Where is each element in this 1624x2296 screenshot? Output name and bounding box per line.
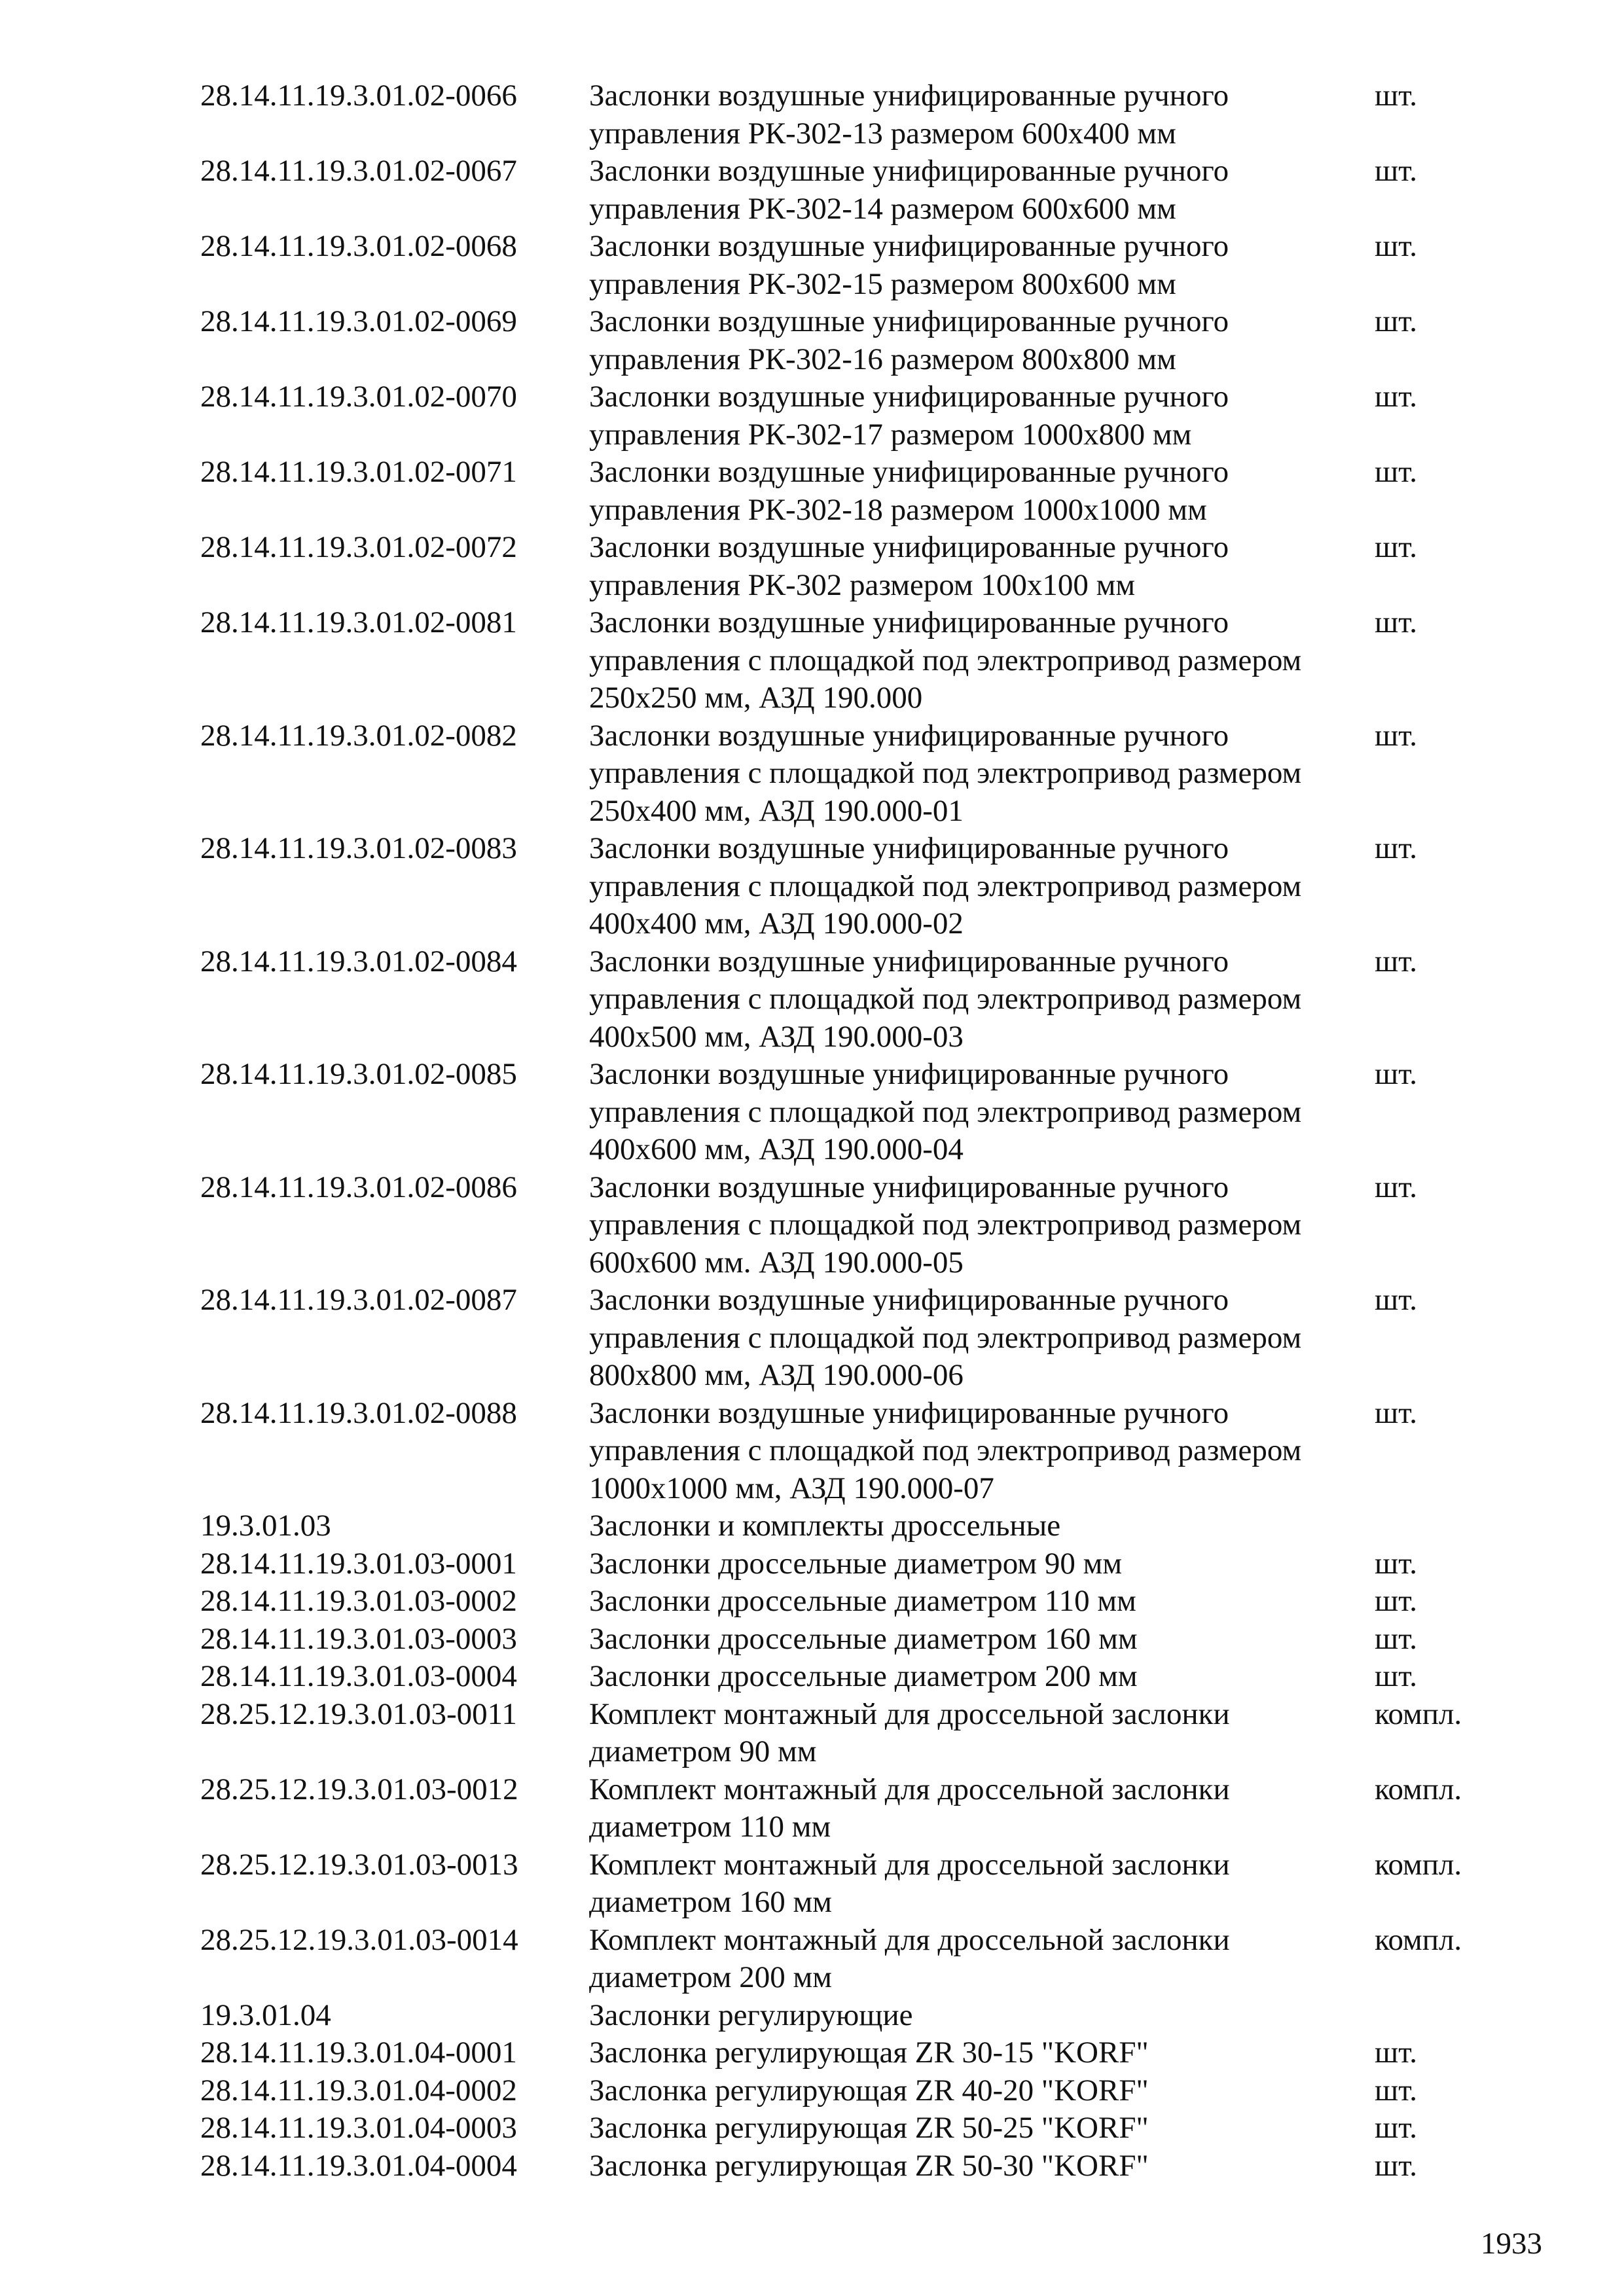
table-row bbox=[200, 152, 1477, 228]
unit-of-measure: компл. bbox=[1375, 1772, 1462, 1806]
resource-name: Заслонки воздушные унифицированные ручного управления РК-302-18 размером 1000х1000 мм bbox=[589, 455, 1229, 527]
resource-code: 28.14.11.19.3.01.02-0083 bbox=[200, 831, 517, 865]
resource-code: 28.25.12.19.3.01.03-0013 bbox=[200, 1847, 518, 1882]
resource-code: 28.14.11.19.3.01.04-0001 bbox=[200, 2036, 517, 2070]
resource-name: Заслонки дроссельные диаметром 160 мм bbox=[589, 1621, 1138, 1656]
resource-code: 28.14.11.19.3.01.04-0004 bbox=[200, 2148, 517, 2183]
resource-name: Комплект монтажный для дроссельной заслонки диаметром 200 мм bbox=[589, 1922, 1230, 1994]
table-row bbox=[200, 1583, 1477, 1621]
page-number: 1933 bbox=[1481, 2227, 1542, 2261]
unit-of-measure: шт. bbox=[1375, 718, 1417, 753]
resource-code: 28.14.11.19.3.01.02-0068 bbox=[200, 229, 517, 263]
table-row bbox=[200, 529, 1477, 604]
resource-name: Заслонка регулирующая ZR 40-20 "KORF" bbox=[589, 2073, 1149, 2108]
table-row bbox=[200, 1056, 1477, 1169]
unit-of-measure: шт. bbox=[1375, 79, 1417, 113]
resource-code: 28.14.11.19.3.01.02-0085 bbox=[200, 1057, 517, 1091]
table-row bbox=[200, 1922, 1477, 1997]
resource-name: Заслонки воздушные унифицированные ручного управления с площадкой под электропривод размером 1000х1000 мм, АЗД 190.000-07 bbox=[589, 1395, 1302, 1505]
section-title: Заслонки регулирующие bbox=[589, 1998, 913, 2032]
resource-code: 28.14.11.19.3.01.02-0086 bbox=[200, 1170, 517, 1204]
resource-code: 28.14.11.19.3.01.02-0081 bbox=[200, 605, 517, 639]
unit-of-measure: шт. bbox=[1375, 1621, 1417, 1656]
unit-of-measure: шт. bbox=[1375, 2148, 1417, 2183]
resource-code: 28.14.11.19.3.01.02-0071 bbox=[200, 455, 517, 489]
resource-code: 28.14.11.19.3.01.03-0003 bbox=[200, 1621, 517, 1656]
resource-name: Заслонки дроссельные диаметром 110 мм bbox=[589, 1584, 1136, 1618]
resource-code: 28.14.11.19.3.01.03-0004 bbox=[200, 1659, 517, 1693]
table-row bbox=[200, 1658, 1477, 1696]
resource-code: 28.25.12.19.3.01.03-0012 bbox=[200, 1772, 518, 1806]
table-row bbox=[200, 1771, 1477, 1846]
resource-name: Заслонка регулирующая ZR 50-25 "KORF" bbox=[589, 2111, 1149, 2145]
resource-code: 28.25.12.19.3.01.03-0014 bbox=[200, 1922, 518, 1957]
section-row bbox=[200, 1507, 1477, 1545]
unit-of-measure: шт. bbox=[1375, 380, 1417, 414]
unit-of-measure: шт. bbox=[1375, 1170, 1417, 1204]
table-row bbox=[200, 604, 1477, 717]
unit-of-measure: шт. bbox=[1375, 1283, 1417, 1317]
unit-of-measure: шт. bbox=[1375, 831, 1417, 865]
resource-name: Заслонки воздушные унифицированные ручного управления РК-302 размером 100х100 мм bbox=[589, 530, 1229, 602]
table-row bbox=[200, 943, 1477, 1056]
unit-of-measure: шт. bbox=[1375, 1584, 1417, 1618]
resource-name: Заслонка регулирующая ZR 50-30 "KORF" bbox=[589, 2148, 1149, 2183]
resource-code: 28.14.11.19.3.01.04-0002 bbox=[200, 2073, 517, 2108]
resource-name: Заслонки воздушные унифицированные ручного управления с площадкой под электропривод размером 250х250 мм, АЗД 190.000 bbox=[589, 605, 1302, 715]
resource-code: 28.14.11.19.3.01.02-0084 bbox=[200, 944, 517, 978]
unit-of-measure: шт. bbox=[1375, 1057, 1417, 1091]
resource-name: Заслонки воздушные унифицированные ручного управления с площадкой под электропривод размером 400х600 мм, АЗД 190.000-04 bbox=[589, 1057, 1302, 1166]
table-row bbox=[200, 378, 1477, 454]
resource-code: 28.14.11.19.3.01.02-0087 bbox=[200, 1283, 517, 1317]
unit-of-measure: компл. bbox=[1375, 1696, 1462, 1731]
table-row bbox=[200, 77, 1477, 152]
table-row bbox=[200, 1169, 1477, 1282]
resource-name: Заслонки воздушные унифицированные ручного управления РК-302-13 размером 600х400 мм bbox=[589, 79, 1229, 151]
table-row bbox=[200, 1621, 1477, 1659]
resource-code: 28.14.11.19.3.01.02-0088 bbox=[200, 1395, 517, 1430]
unit-of-measure: шт. bbox=[1375, 304, 1417, 338]
table-row bbox=[200, 830, 1477, 943]
table-row bbox=[200, 454, 1477, 529]
resource-name: Заслонки воздушные унифицированные ручного управления с площадкой под электропривод размером 400х500 мм, АЗД 190.000-03 bbox=[589, 944, 1302, 1054]
unit-of-measure: шт. bbox=[1375, 2073, 1417, 2108]
table-row bbox=[200, 1395, 1477, 1508]
resource-code: 28.14.11.19.3.01.02-0072 bbox=[200, 530, 517, 564]
table-row bbox=[200, 1846, 1477, 1922]
unit-of-measure: шт. bbox=[1375, 154, 1417, 188]
resource-name: Заслонки воздушные унифицированные ручного управления РК-302-15 размером 800х600 мм bbox=[589, 229, 1229, 301]
resource-name: Заслонки воздушные унифицированные ручного управления РК-302-17 размером 1000х800 мм bbox=[589, 380, 1229, 452]
unit-of-measure: шт. bbox=[1375, 1659, 1417, 1693]
section-code: 19.3.01.03 bbox=[200, 1509, 331, 1543]
resource-name: Заслонка регулирующая ZR 30-15 "KORF" bbox=[589, 2036, 1149, 2070]
resource-code: 28.14.11.19.3.01.02-0082 bbox=[200, 718, 517, 753]
resource-code: 28.14.11.19.3.01.03-0001 bbox=[200, 1546, 517, 1581]
unit-of-measure: шт. bbox=[1375, 944, 1417, 978]
unit-of-measure: шт. bbox=[1375, 605, 1417, 639]
table-row bbox=[200, 1545, 1477, 1583]
unit-of-measure: шт. bbox=[1375, 229, 1417, 263]
unit-of-measure: шт. bbox=[1375, 2036, 1417, 2070]
section-title: Заслонки и комплекты дроссельные bbox=[589, 1509, 1061, 1543]
table-row bbox=[200, 2034, 1477, 2072]
unit-of-measure: шт. bbox=[1375, 2111, 1417, 2145]
table-row bbox=[200, 1282, 1477, 1395]
resource-name: Заслонки воздушные унифицированные ручного управления с площадкой под электропривод размером 250х400 мм, АЗД 190.000-01 bbox=[589, 718, 1302, 828]
resource-name: Заслонки воздушные унифицированные ручного управления с площадкой под электропривод размером 600х600 мм. АЗД 190.000-05 bbox=[589, 1170, 1302, 1280]
resource-name: Комплект монтажный для дроссельной заслонки диаметром 110 мм bbox=[589, 1772, 1230, 1844]
unit-of-measure: шт. bbox=[1375, 455, 1417, 489]
table-row bbox=[200, 2109, 1477, 2147]
section-code: 19.3.01.04 bbox=[200, 1998, 331, 2032]
resource-code: 28.25.12.19.3.01.03-0011 bbox=[200, 1696, 517, 1731]
resource-name: Заслонки воздушные унифицированные ручного управления с площадкой под электропривод размером 400х400 мм, АЗД 190.000-02 bbox=[589, 831, 1302, 941]
resource-name: Комплект монтажный для дроссельной заслонки диаметром 160 мм bbox=[589, 1847, 1230, 1919]
resource-name: Заслонки воздушные унифицированные ручного управления РК-302-16 размером 800х800 мм bbox=[589, 304, 1229, 376]
section-row bbox=[200, 1997, 1477, 2035]
table-row bbox=[200, 717, 1477, 831]
resource-code: 28.14.11.19.3.01.02-0066 bbox=[200, 79, 517, 113]
resource-name: Заслонки воздушные унифицированные ручного управления с площадкой под электропривод размером 800х800 мм, АЗД 190.000-06 bbox=[589, 1283, 1302, 1392]
resource-name: Заслонки дроссельные диаметром 90 мм bbox=[589, 1546, 1123, 1581]
resource-code: 28.14.11.19.3.01.03-0002 bbox=[200, 1584, 517, 1618]
resource-name: Заслонки воздушные унифицированные ручного управления РК-302-14 размером 600х600 мм bbox=[589, 154, 1229, 226]
unit-of-measure: компл. bbox=[1375, 1847, 1462, 1882]
resource-name: Заслонки дроссельные диаметром 200 мм bbox=[589, 1659, 1138, 1693]
unit-of-measure: компл. bbox=[1375, 1922, 1462, 1957]
table-row bbox=[200, 303, 1477, 378]
resource-code: 28.14.11.19.3.01.02-0070 bbox=[200, 380, 517, 414]
resource-code: 28.14.11.19.3.01.02-0069 bbox=[200, 304, 517, 338]
table-row bbox=[200, 2147, 1477, 2185]
table-row bbox=[200, 228, 1477, 303]
unit-of-measure: шт. bbox=[1375, 530, 1417, 564]
catalog-table bbox=[200, 77, 1477, 2185]
resource-name: Комплект монтажный для дроссельной заслонки диаметром 90 мм bbox=[589, 1696, 1230, 1768]
unit-of-measure: шт. bbox=[1375, 1395, 1417, 1430]
table-row bbox=[200, 1696, 1477, 1771]
resource-code: 28.14.11.19.3.01.02-0067 bbox=[200, 154, 517, 188]
resource-code: 28.14.11.19.3.01.04-0003 bbox=[200, 2111, 517, 2145]
table-row bbox=[200, 2072, 1477, 2110]
unit-of-measure: шт. bbox=[1375, 1546, 1417, 1581]
